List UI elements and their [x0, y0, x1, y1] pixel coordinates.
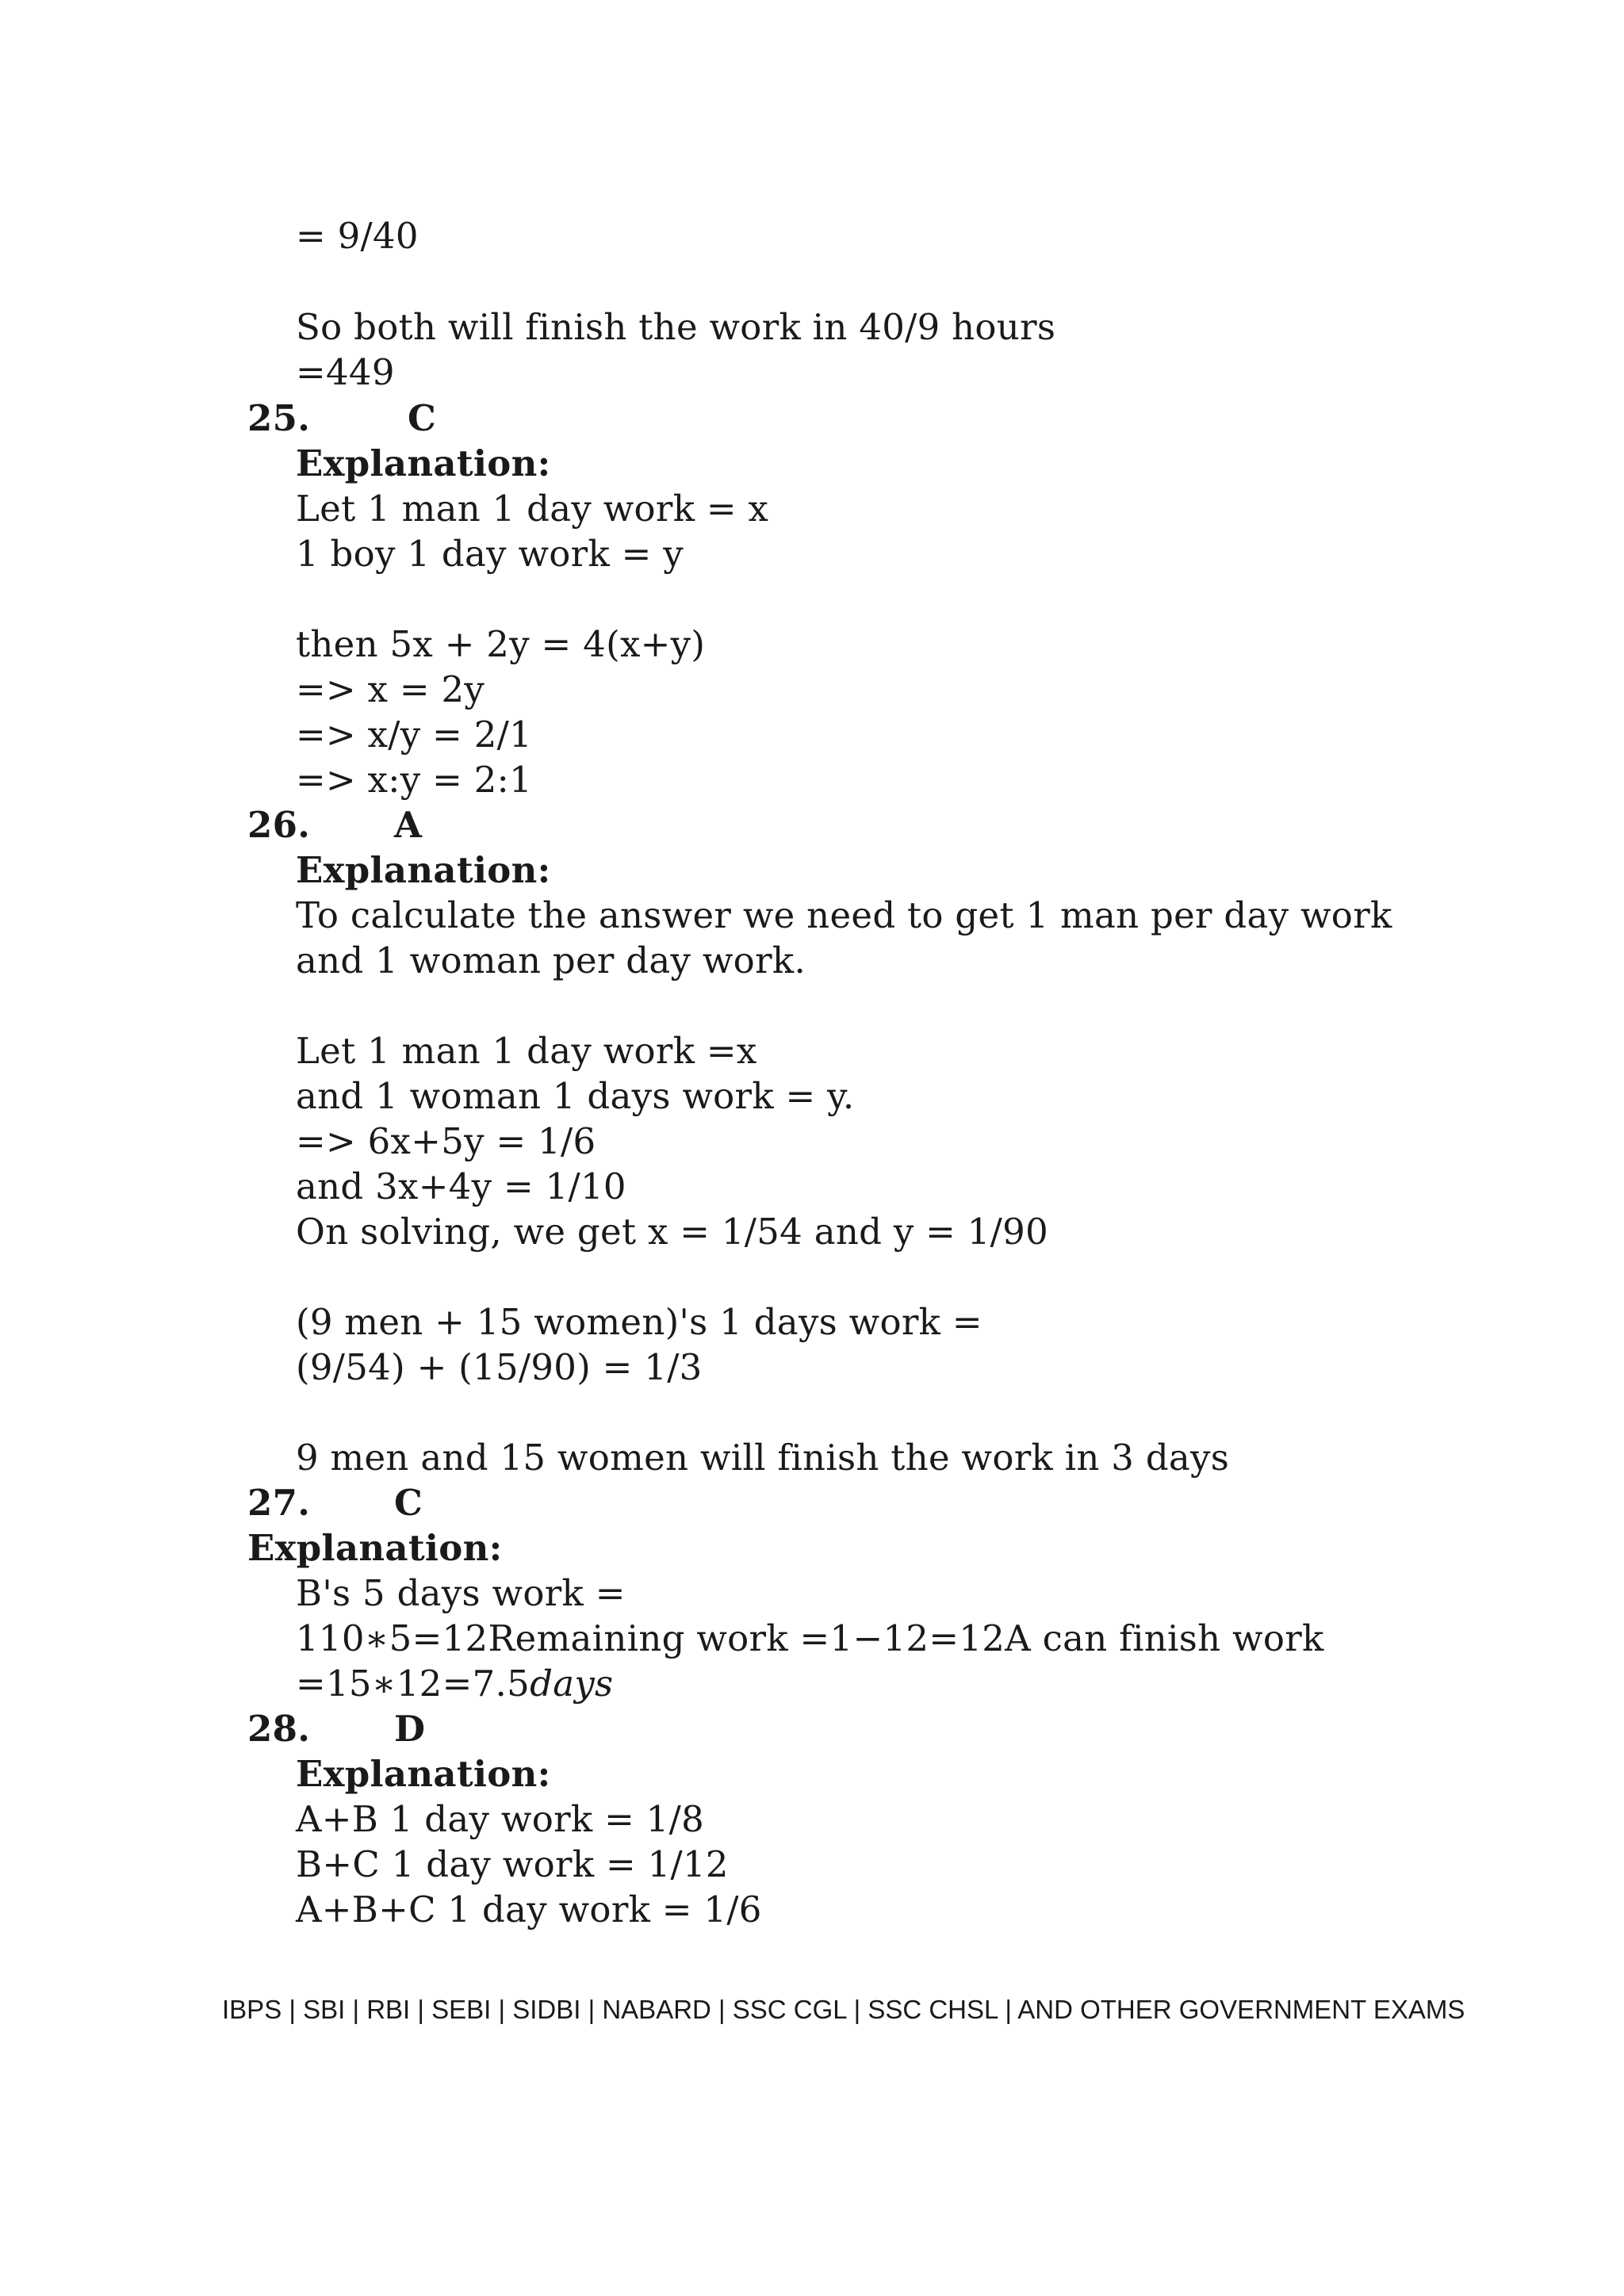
- q28-line: A+B+C 1 day work = 1/6: [296, 1888, 762, 1931]
- q26-line: and 1 woman per day work.: [296, 939, 806, 982]
- q27-line: B's 5 days work =: [296, 1572, 626, 1614]
- q26-line: Let 1 man 1 day work =x: [296, 1030, 757, 1072]
- q26-line: 9 men and 15 women will finish the work in 3 days: [296, 1437, 1230, 1479]
- q25-line: => x = 2y: [296, 668, 485, 710]
- q24-result-line: = 9/40: [296, 215, 419, 257]
- q27-explanation-label: Explanation:: [247, 1527, 503, 1569]
- q25-line: => x/y = 2/1: [296, 714, 533, 756]
- q25-explanation-label: Explanation:: [296, 442, 551, 484]
- q24-value-line: =449: [296, 351, 395, 393]
- q26-number: 26.: [247, 804, 311, 846]
- q26-explanation-label: Explanation:: [296, 849, 551, 891]
- q26-line: On solving, we get x = 1/54 and y = 1/90: [296, 1211, 1049, 1253]
- q27-final-line: [296, 1662, 613, 1706]
- q26-line: (9 men + 15 women)'s 1 days work =: [296, 1301, 982, 1343]
- q26-line: (9/54) + (15/90) = 1/3: [296, 1346, 703, 1388]
- q26-answer: A: [394, 804, 423, 846]
- q25-line: then 5x + 2y = 4(x+y): [296, 623, 706, 665]
- q27-final-value: =15∗12=7.5: [296, 1663, 530, 1705]
- q26-line: and 1 woman 1 days work = y.: [296, 1075, 855, 1117]
- q26-line: and 3x+4y = 1/10: [296, 1165, 626, 1207]
- q25-line: => x:y = 2:1: [296, 759, 533, 801]
- q25-line: 1 boy 1 day work = y: [296, 533, 684, 575]
- q25-answer: C: [408, 397, 437, 439]
- q27-number: 27.: [247, 1482, 311, 1524]
- q25-number: 25.: [247, 397, 311, 439]
- q28-explanation-label: Explanation:: [296, 1753, 551, 1795]
- q28-line: A+B 1 day work = 1/8: [296, 1798, 704, 1840]
- q27-line: 110∗5=12Remaining work =1−12=12A can finish work: [296, 1617, 1324, 1659]
- page-footer: IBPS | SBI | RBI | SEBI | SIDBI | NABARD | SSC CGL | SSC CHSL | AND OTHER GOVERNMENT EXAMS: [222, 1995, 1465, 2024]
- q27-final-unit: days: [530, 1663, 614, 1705]
- q28-line: B+C 1 day work = 1/12: [296, 1843, 729, 1885]
- q28-answer: D: [394, 1708, 426, 1750]
- q25-line: Let 1 man 1 day work = x: [296, 488, 769, 530]
- q26-line: => 6x+5y = 1/6: [296, 1120, 596, 1162]
- q26-line: To calculate the answer we need to get 1 man per day work: [296, 894, 1392, 936]
- q24-conclusion-line: So both will finish the work in 40/9 hours: [296, 306, 1056, 348]
- q28-number: 28.: [247, 1708, 311, 1750]
- q27-answer: C: [394, 1482, 423, 1524]
